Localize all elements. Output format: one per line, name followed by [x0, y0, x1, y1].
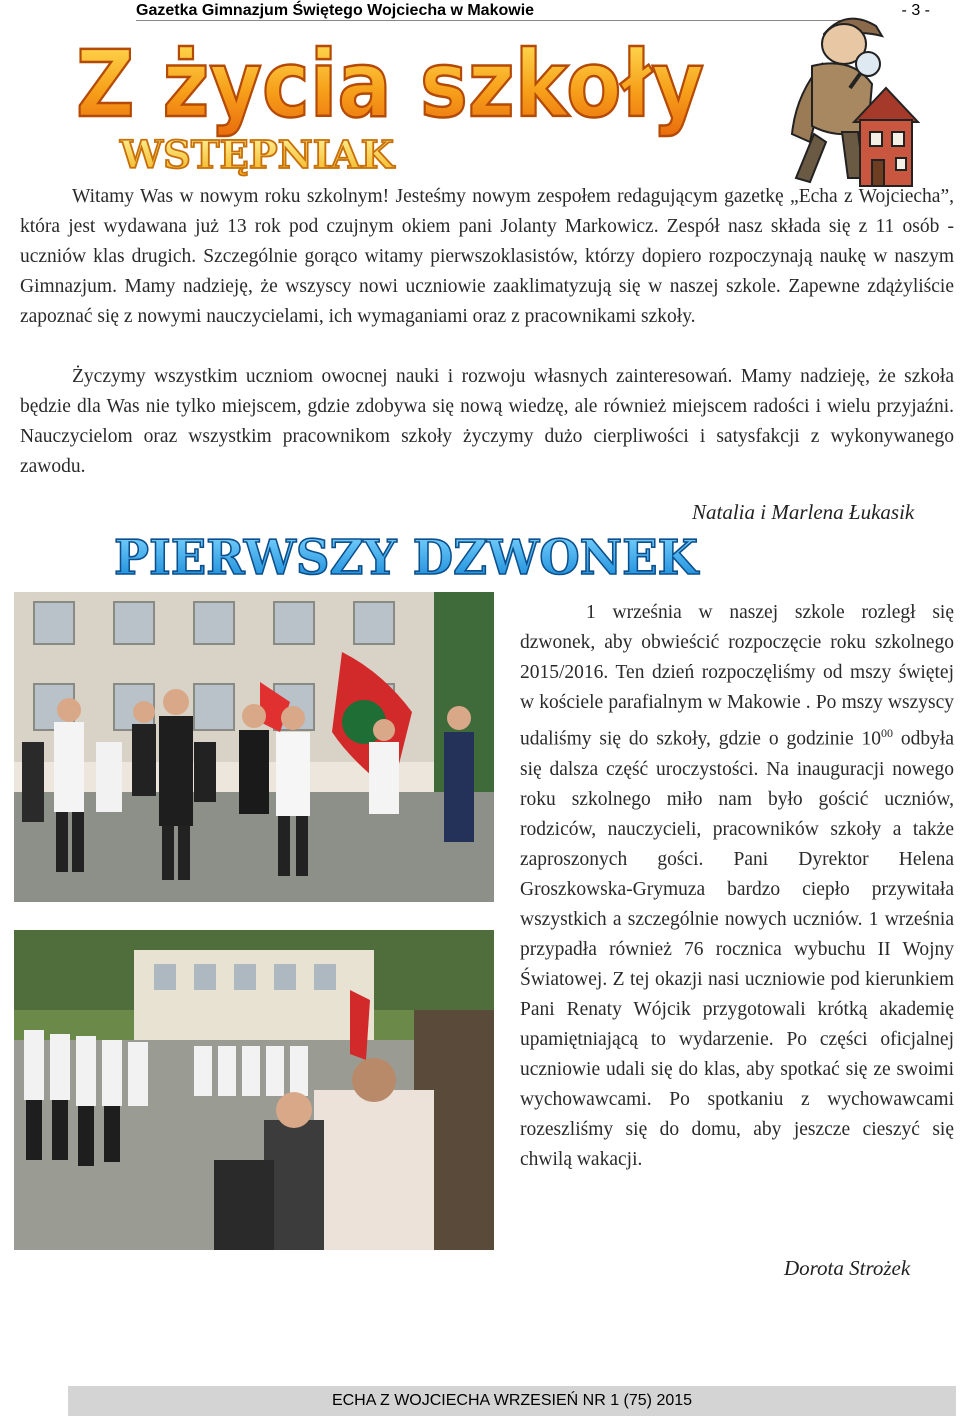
header-divider [136, 20, 856, 21]
section-subtitle [118, 130, 398, 177]
page-number: - 3 - [901, 2, 930, 19]
footer-issue-text: ECHA Z WOJCIECHA WRZESIEŃ NR 1 (75) 2015 [331, 1392, 693, 1409]
newspaper-title: Gazetka Gimnazjum Świętego Wojciecha w Makowie [136, 2, 535, 19]
ceremony-photo-2 [14, 930, 494, 1250]
page-footer [68, 1386, 956, 1416]
svg-text:PIERWSZY DZWONEK: PIERWSZY DZWONEK [114, 530, 701, 586]
detective-house-clipart [762, 4, 922, 194]
article-text-part-2: odbyła się dalsza część uroczystości. Na inauguracji nowego roku szkolnego miło nam było gościć uczniów, rodziców, nauczycieli, pracowników szkoły a także zaproszonych gości. Pani Dyrektor Helena Groszkowska-Grymuza bardzo ciepło przywitała wszystkich a szczególnie nowych uczniów. 1 września przypadła również 76 rocznica wybuchu II Wojny Światowej. Z tej okazji nasi uczniowie pod kierunkiem Pani Renaty Wójcik przygotowali krótką akademię upamiętniającą to wydarzenie. Po części oficjalnej uczniowie udali się do klas, aby spotkać się ze swoimi wychowawcami. Po spotkaniu z wychowawcami rozeszliśmy się do domu, aby jeszcze cieszyć się chwilą wakacji. [520, 728, 954, 1170]
article-text [520, 598, 954, 1175]
section-title [72, 26, 712, 138]
article-text-part-1: 1 września w naszej szkole rozległ się dzwonek, aby obwieścić rozpoczęcie roku szkolnego 2015/2016. Ten dzień rozpoczęliśmy od mszy świętej w kościele parafialnym w Makowie . Po mszy wszyscy udaliśmy się do szkoły, gdzie o godzinie 10 [520, 602, 954, 750]
article-signature: Dorota Strożek [784, 1256, 911, 1280]
ceremony-photo-1 [14, 592, 494, 902]
svg-text:WSTĘPNIAK: WSTĘPNIAK [118, 132, 396, 177]
article-headline [112, 528, 702, 586]
svg-text:Z życia szkoły: Z życia szkoły [76, 31, 704, 138]
time-superscript: 00 [881, 726, 894, 740]
intro-paragraph-2: Życzymy wszystkim uczniom owocnej nauki i rozwoju własnych zainteresowań. Mamy nadzieję, że szkoła będzie dla Was nie tylko miejscem, gdzie zdobywa się nową wiedzę, ale również miejscem radości i wielu przyjaźni. Nauczycielom oraz wszystkim pracownikom szkoły życzymy dużo cierpliwości i satysfakcji z wykonywanego zawodu. [20, 366, 954, 477]
intro-paragraph-1: Witamy Was w nowym roku szkolnym! Jesteśmy nowym zespołem redagującym gazetkę „Echa z Wojciecha”, która jest wydawana już 13 rok pod czujnym okiem pani Jolanty Markowicz. Zespół nasz składa się z 11 osób - uczniów klas drugich. Szczególnie gorąco witamy pierwszoklasistów, którzy dopiero rozpoczynają naukę w naszym Gimnazjum. Mamy nadzieję, że wszyscy nowi uczniowie zaaklimatyzują się w naszej szkole. Zapewne zdążyliście zapoznać się z nowymi nauczycielami, ich wymaganiami oraz z pracownikami szkoły. [20, 186, 954, 327]
intro-signature: Natalia i Marlena Łukasik [692, 500, 915, 524]
